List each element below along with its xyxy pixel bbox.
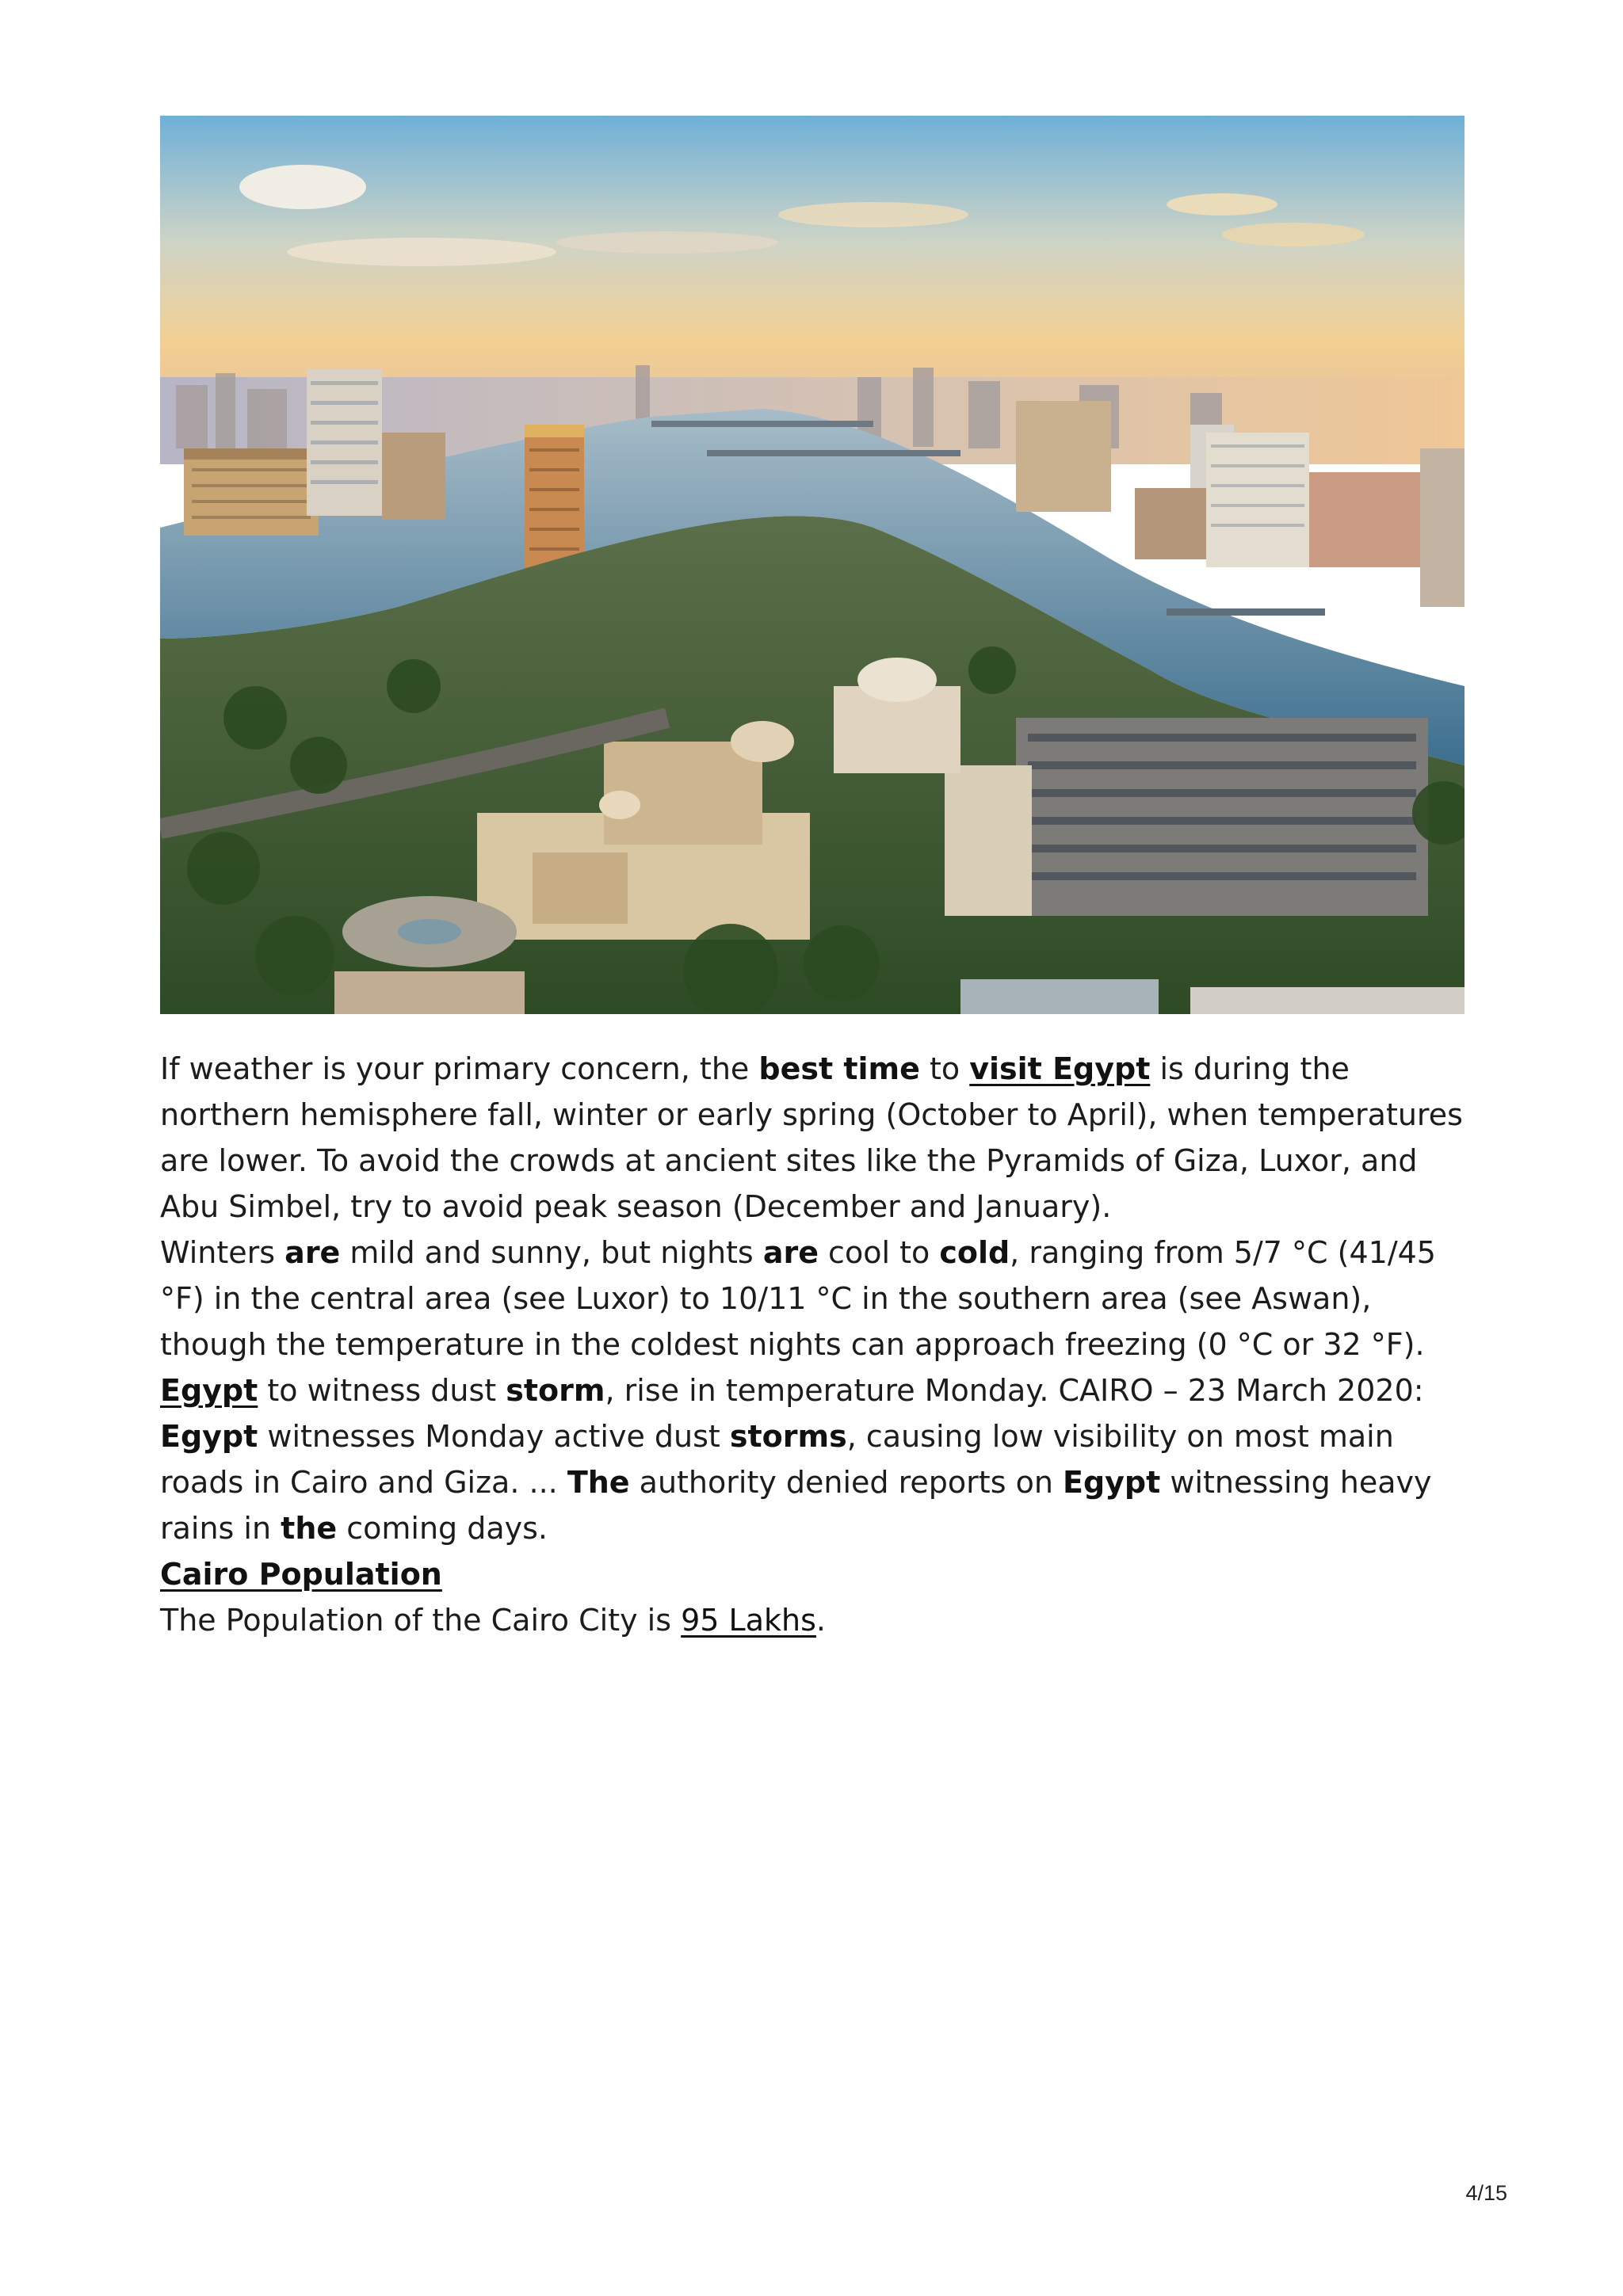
text: witnessing heavy rains in: [160, 1465, 1432, 1546]
text: authority denied reports on: [629, 1465, 1063, 1500]
text: Winters: [160, 1235, 285, 1270]
text: , rise in temperature Monday. CAIRO – 23 March 2020:: [605, 1373, 1424, 1408]
article-body: [160, 1046, 1476, 1643]
visit-egypt-link[interactable]: visit Egypt: [969, 1051, 1151, 1086]
cairo-population-heading-link[interactable]: Cairo Population: [160, 1557, 442, 1592]
text: is during the northern hemisphere fall, winter or early spring (October to April), when temperatures are lower. To avoid the crowds at ancient sites like the Pyramids of Giza, Luxor, and Abu Simbel, try to avoid peak season (December and January).: [160, 1051, 1463, 1224]
text: , ranging from 5/7 °C (41/45 °F) in the central area (see Luxor) to 10/11 °C in the southern area (see Aswan), though the temperature in the coldest nights can approach freezing (0 °C or 32 °F).: [160, 1235, 1436, 1362]
bold-text: storm: [506, 1373, 605, 1408]
egypt-link[interactable]: Egypt: [160, 1373, 258, 1408]
bold-text: are: [762, 1235, 819, 1270]
text: cool to: [818, 1235, 940, 1270]
section-heading-paragraph: [160, 1551, 1476, 1597]
text: to: [919, 1051, 970, 1086]
text: coming days.: [337, 1511, 548, 1546]
text: witnesses Monday active dust: [258, 1419, 730, 1454]
bold-text: storms: [729, 1419, 847, 1454]
text: , causing low visibility on most main roads in Cairo and Giza. ...: [160, 1419, 1394, 1500]
text: The Population of the Cairo City is: [160, 1603, 682, 1638]
text: .: [815, 1603, 826, 1638]
page-number: 4/15: [1465, 2181, 1507, 2205]
bold-text: best time: [758, 1051, 920, 1086]
population-value-link[interactable]: 95 Lakhs: [681, 1603, 816, 1638]
paragraph-population: [160, 1597, 1476, 1643]
bold-text: are: [285, 1235, 341, 1270]
cairo-skyline-photo: [160, 116, 1465, 1014]
paragraph-dust-storm: [160, 1367, 1476, 1551]
bold-text: Egypt: [1062, 1465, 1161, 1500]
paragraph-best-time: [160, 1046, 1476, 1230]
bold-text: cold: [939, 1235, 1010, 1270]
text: mild and sunny, but nights: [340, 1235, 763, 1270]
paragraph-winters: [160, 1230, 1476, 1367]
text: to witness dust: [258, 1373, 506, 1408]
bold-text: the: [281, 1511, 338, 1546]
text: If weather is your primary concern, the: [160, 1051, 759, 1086]
city-skyline-illustration: [160, 116, 1465, 1014]
bold-text: Egypt: [160, 1419, 258, 1454]
bold-text: The: [567, 1465, 630, 1500]
